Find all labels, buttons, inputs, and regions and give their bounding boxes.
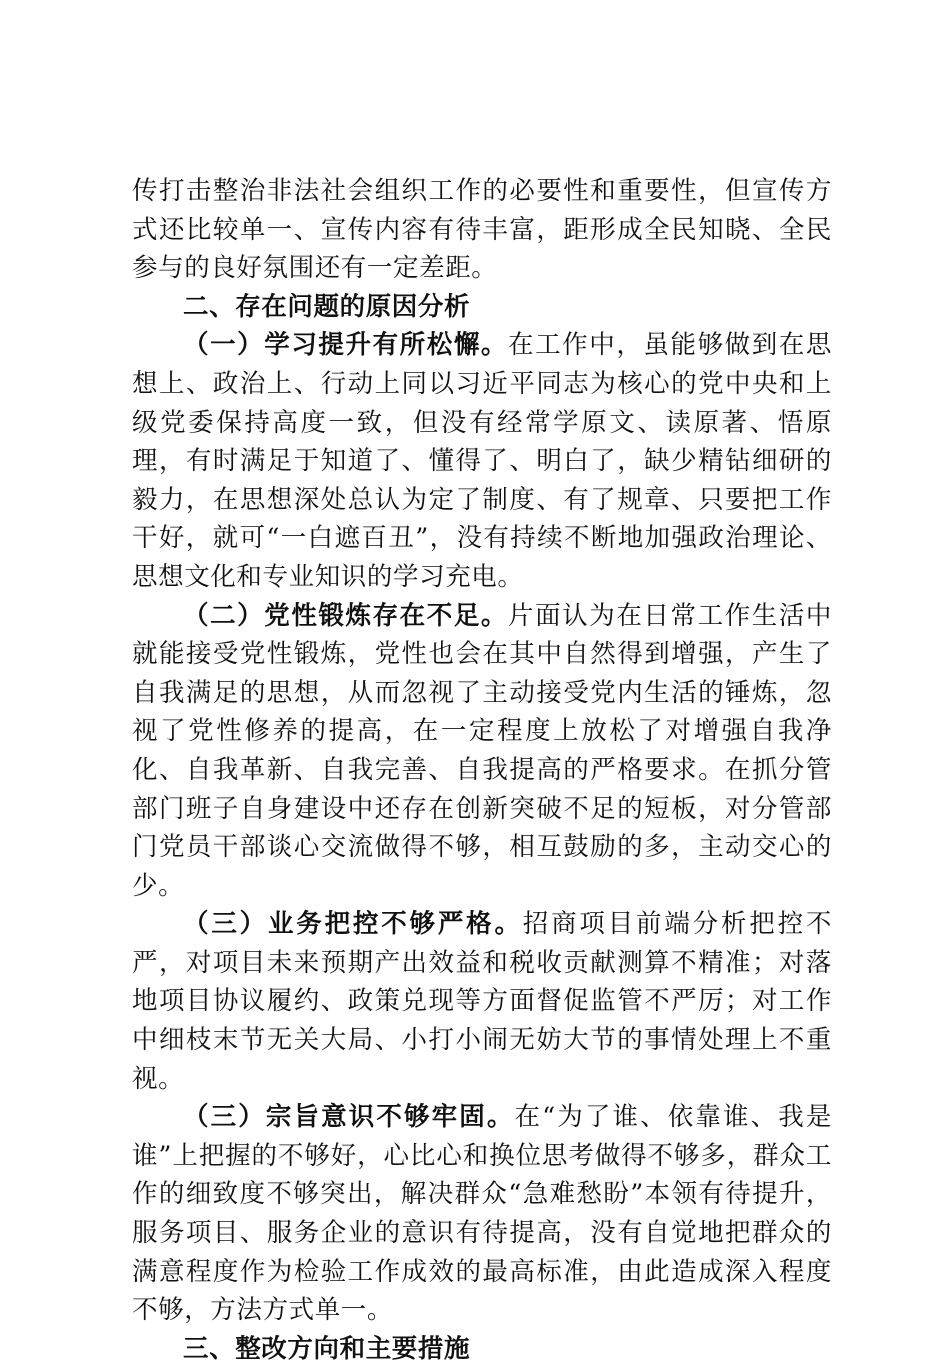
document-page — [132, 172, 832, 1368]
paragraph-study — [132, 326, 832, 596]
paragraph-business-control-body: 招商项目前端分析把控不严，对项目未来预期产出效益和税收贡献测算不精准；对落地项目协议履约、政策兑现等方面督促监管不严厉；对工作中细枝末节无关大局、小打小闹无妨大节的事情处理上不重视。 — [132, 909, 832, 1094]
paragraph-purpose-awareness — [132, 1098, 832, 1330]
subheading-purpose-awareness: （三）宗旨意识不够牢固。 — [183, 1102, 515, 1133]
paragraph-purpose-awareness-body: 在“为了谁、依靠谁、我是谁”上把握的不够好，心比心和换位思考做得不够多，群众工作的细致度不够突出，解决群众“急难愁盼”本领有待提升，服务项目、服务企业的意识有待提高，没有自觉地把群众的满意程度作为检验工作成效的最高标准，由此造成深入程度不够，方法方式单一。 — [132, 1102, 832, 1326]
paragraph-party-spirit — [132, 597, 832, 906]
paragraph-party-spirit-body: 片面认为在日常工作生活中就能接受党性锻炼，党性也会在其中自然得到增强，产生了自我满足的思想，从而忽视了主动接受党内生活的锤炼，忽视了党性修养的提高，在一定程度上放松了对增强自我净化、自我革新、自我完善、自我提高的严格要求。在抓分管部门班子自身建设中还存在创新突破不足的短板，对分管部门党员干部谈心交流做得不够，相互鼓励的多，主动交心的少。 — [132, 600, 833, 901]
subheading-study: （一）学习提升有所松懈。 — [183, 330, 508, 361]
heading-rectification-measures: 三、整改方向和主要措施 — [183, 1333, 471, 1364]
paragraph-study-body: 在工作中，虽能够做到在思想上、政治上、行动上同以习近平同志为核心的党中央和上级党委保持高度一致，但没有经常学原文、读原著、悟原理，有时满足于知道了、懂得了、明白了，缺少精钻细研的毅力，在思想深处总认为定了制度、有了规章、只要把工作干好，就可“一白遮百丑”，没有持续不断地加强政治理论、思想文化和专业知识的学习充电。 — [132, 330, 833, 592]
subheading-party-spirit: （二）党性锻炼存在不足。 — [183, 600, 508, 631]
paragraph-business-control — [132, 905, 832, 1098]
heading-cause-analysis: 二、存在问题的原因分析 — [183, 291, 471, 322]
subheading-business-control: （三）业务把控不够严格。 — [183, 909, 523, 940]
paragraph-intro-continuation: 传打击整治非法社会组织工作的必要性和重要性，但宣传方式还比较单一、宣传内容有待丰富，距形成全民知晓、全民参与的良好氛围还有一定差距。 — [132, 176, 832, 284]
